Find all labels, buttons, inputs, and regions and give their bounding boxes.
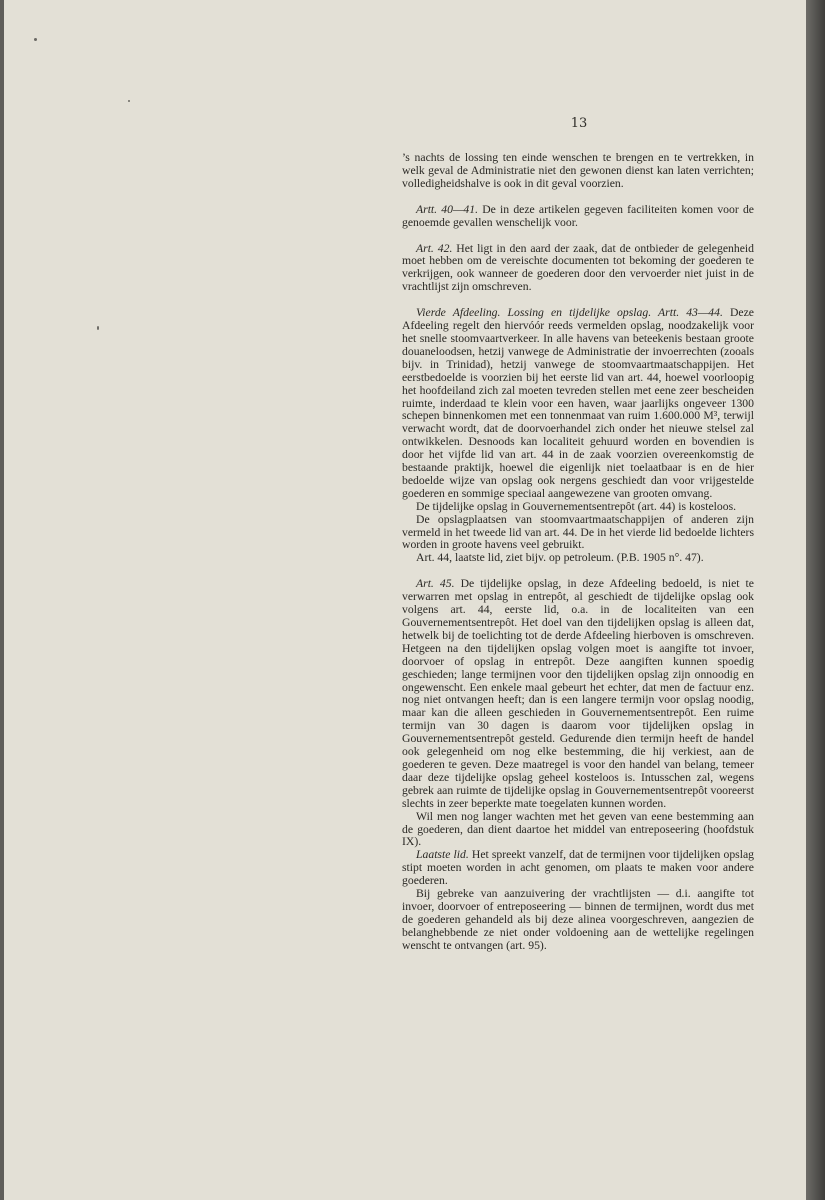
- paragraph: Artt. 40—41. De in deze artikelen gegeven faciliteiten komen voor de genoemde gevallen wenschelijk voor.: [402, 202, 754, 229]
- document-page: [4, 0, 808, 1200]
- paragraph: Art. 45. De tijdelijke opslag, in deze Afdeeling bedoeld, is niet te verwarren met opslag in entrepôt, al geschiedt de tijdelijke opslag ook volgens art. 44, eerste lid, o.a. in de localiteiten van een Gouvernementsentrepôt. Het doel van den tijdelijken opslag is alleen dat, hetwelk bij de toelichting tot de derde Afdeeling hierboven is omschreven. Hetgeen na den tijdelijken opslag volgen moet is aangifte tot invoer, doorvoer of opslag in entrepôt. Deze aangiften kunnen spoedig geschieden; lange termijnen voor den tijdelijken opslag zijn onnoodig en ongewenscht. Een enkele maal gebeurt het echter, dat men de factuur enz. nog niet ontvangen heeft; dan is een langere termijn voor opslag noodig, maar kan die alleen geschieden in Gouvernementsentrepôt. Een ruime termijn van 30 dagen is daarom voor tijdelijken opslag in Gouvernementsentrepôt gesteld. Gedurende dien termijn heeft de handel ook gelegenheid om nog elke bestemming, die hij verkiest, aan de goederen te geven. Deze maatregel is voor den handel van belang, temeer daar deze tijdelijke opslag geheel kosteloos is. Intusschen zal, wegens gebrek aan ruimte de tijdelijke opslag in Gouvernementsentrepôt vooreerst slechts in zeer beperkte mate toegelaten kunnen worden.: [402, 577, 754, 810]
- paragraph: ’s nachts de lossing ten einde wenschen te brengen en te vertrekken, in welk geval de Administratie niet den gewonen dienst kan laten verrichten; volledigheidshalve is ook in dit geval voorzien.: [402, 151, 754, 190]
- paragraph: Art. 42. Het ligt in den aard der zaak, dat de ontbieder de gelegenheid moet hebben om de vereischte documenten tot bekoming der goederen te verkrijgen, ook wanneer de goederen door den vervoerder niet juist in de vrachtlijst zijn omschreven.: [402, 241, 754, 294]
- paragraph: Bij gebreke van aanzuivering der vrachtlijsten — d.i. aangifte tot invoer, doorvoer of entreposeering — binnen de termijnen, wordt dus met de goederen gehandeld als bij deze alinea voorgeschreven, aangezien de belanghebbende ze niet onder voldoening aan de wettelijke regelingen wenscht te ontvangen (art. 95).: [402, 887, 754, 952]
- speck: [34, 38, 37, 41]
- page-edge-shadow: [806, 0, 825, 1200]
- paragraph: Vierde Afdeeling. Lossing en tijdelijke opslag. Artt. 43—44. Deze Afdeeling regelt den hiervóór reeds vermelden opslag, noodzakelijk voor het snelle stoomvaartverkeer. In alle havens van beteekenis bestaan groote douaneloodsen, hetzij vanwege de Administratie der invoerrechten (zooals bijv. in Trinidad), hetzij vanwege de stoomvaartmaatschappijen. Het eerstbedoelde is voorzien bij het eerste lid van art. 44, hoewel voorloopig het hoofdeiland zich zal moeten tevreden stellen met eene zeer bescheiden ruimte, inderdaad te klein voor een haven, waar jaarlijks ongeveer 1300 schepen binnenkomen met een tonnenmaat van ruim 1.600.000 M³, terwijl verwacht wordt, dat de doorvoerhandel zich onder het nieuwe stelsel zal ontwikkelen. Desnoods kan localiteit gehuurd worden en bovendien is door het vijfde lid van art. 44 in de zaak voorzien overeenkomstig de bestaande praktijk, hoewel die eigenlijk niet toelaatbaar is en de hier bedoelde wijze van opslag ook nergens geschiedt dan voor vrijgestelde goederen en sommige speciaal aangewezene van grooten omvang.: [402, 306, 754, 500]
- paragraph: Art. 44, laatste lid, ziet bijv. op petroleum. (P.B. 1905 n°. 47).: [416, 551, 704, 565]
- paragraph: Laatste lid. Het spreekt vanzelf, dat de termijnen voor tijdelijken opslag stipt moeten worden in acht genomen, om plaats te maken voor andere goederen.: [402, 848, 754, 888]
- page-number: 13: [570, 116, 588, 131]
- speck: [128, 100, 130, 102]
- paragraph: De opslagplaatsen van stoomvaartmaatschappijen of anderen zijn vermeld in het tweede lid van art. 44. De in het vierde lid bedoelde lichters worden in groote havens veel gebruikt.: [402, 512, 754, 552]
- paragraph: Wil men nog langer wachten met het geven van eene bestemming aan de goederen, dan dient daartoe het middel van entreposeering (hoofdstuk IX).: [402, 809, 754, 849]
- paragraph: De tijdelijke opslag in Gouvernementsentrepôt (art. 44) is kosteloos.: [416, 499, 737, 513]
- body-text: [402, 152, 754, 953]
- speck: [97, 326, 99, 330]
